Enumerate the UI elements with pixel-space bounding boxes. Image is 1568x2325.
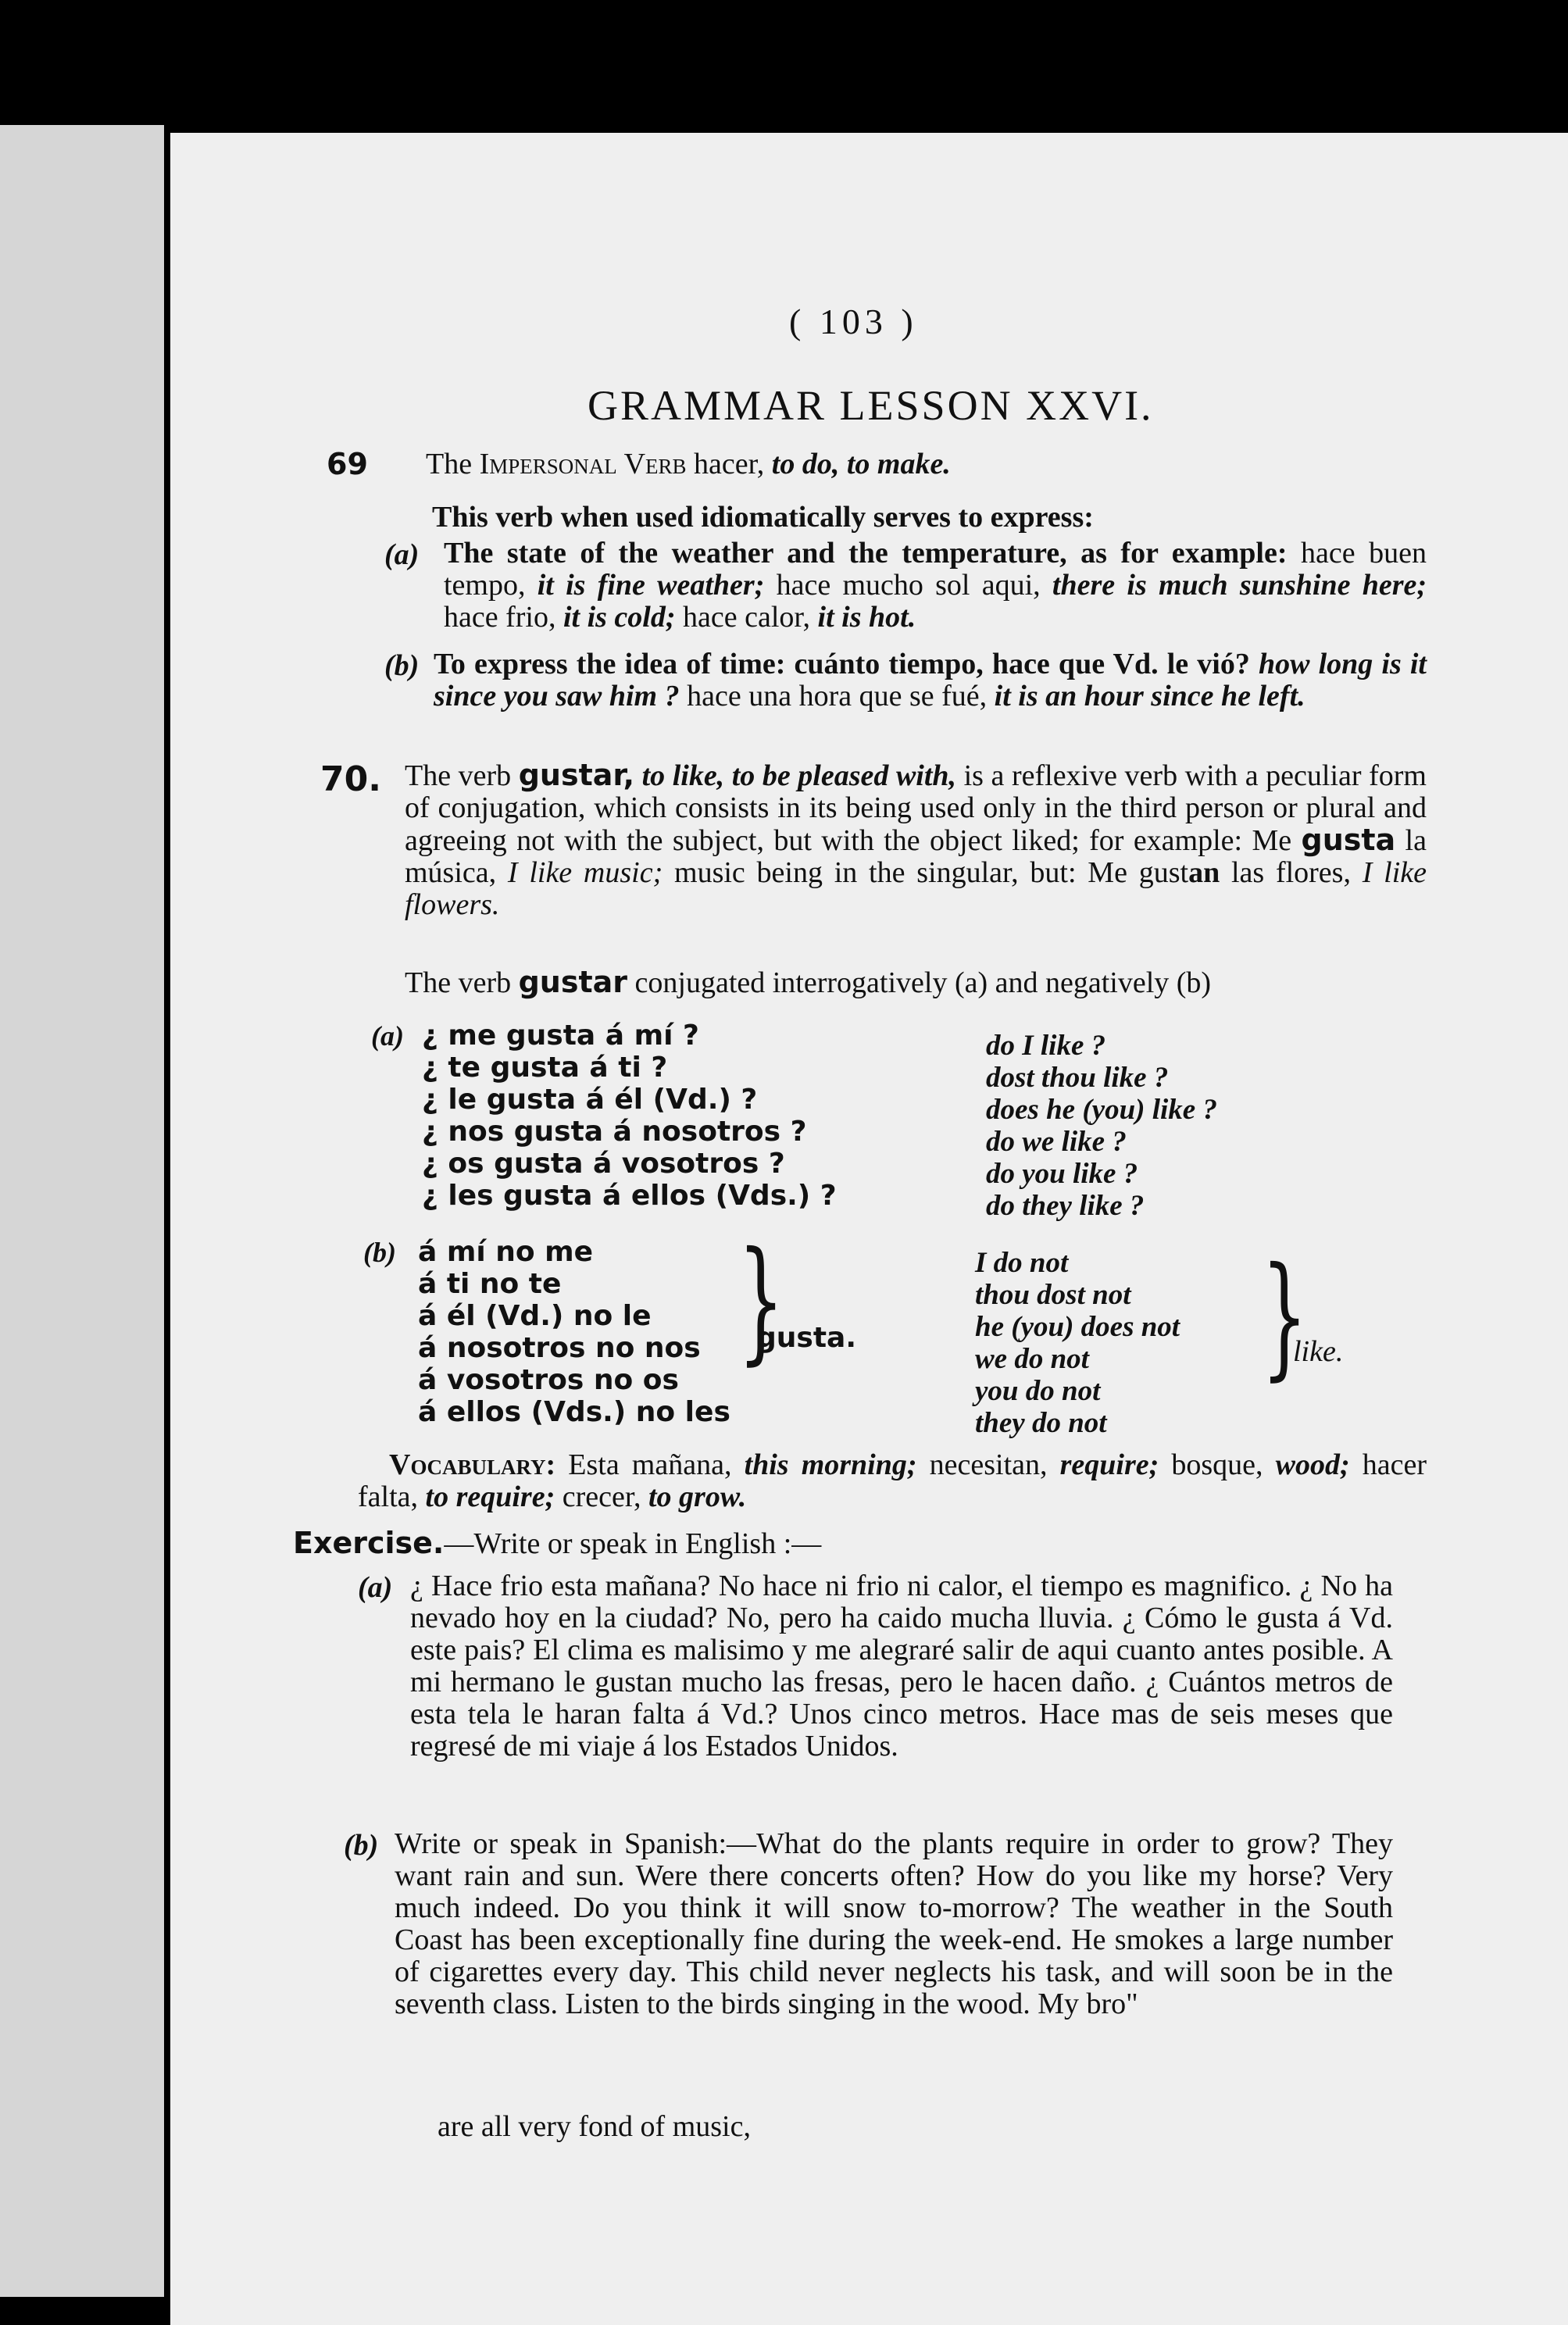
table-b-label: (b) (363, 1237, 396, 1268)
section-70-number: 70. (320, 759, 381, 799)
table-b-spanish (418, 1236, 730, 1428)
item-a-label: (a) (384, 538, 420, 571)
list-item: does he (you) like ? (986, 1094, 1217, 1126)
seg: I like flowers. (405, 856, 1427, 921)
list-item: ¿ os gusta á vosotros ? (422, 1148, 785, 1180)
table-a-label: (a) (371, 1020, 404, 1052)
list-item: do we like ? (986, 1126, 1127, 1158)
seg: bosque, (1171, 1448, 1276, 1481)
exercise-b-label: (b) (344, 1829, 379, 1862)
list-item: ¿ nos gusta á nosotros ? (422, 1116, 807, 1148)
item-b-label: (b) (384, 649, 420, 682)
list-item: do they like ? (986, 1190, 1145, 1222)
seg: The verb (405, 759, 519, 792)
intro-gloss: to do, to make. (771, 448, 951, 480)
lesson-title: GRAMMAR LESSON XXVI. (588, 382, 1154, 429)
left-brace-1: } (738, 1223, 784, 1378)
seg: it is an hour since he left. (994, 680, 1305, 712)
exercise-b-text: Write or speak in Spanish:—What do the plants require in order to grow? They want rain and sun. Were there concerts often? How do you like my horse? Very much indeed. Do you think it will snow to-morrow? The weather in the South Coast has been exceptionally fine during the week-end. He smokes a large number of cigarettes every day. This child never neglects his task, and will soon be in the seventh class. Listen to the birds singing in the wood. My bro" (395, 1827, 1393, 2020)
exercise-a-text: ¿ Hace frio esta mañana? No hace ni frio ni calor, el tiempo es magnifico. ¿ No ha nevado hoy en la ciudad? No, pero ha caido mucha lluvia. ¿ Cómo le gusta á Vd. este pais? El clima es malisimo y me alegraré salir de aqui cuanto antes posible. A mi hermano le gustan mucho las fresas, pero le hacen daño. ¿ Cuántos metros de esta tela le haran falta á Vd.? Unos cinco metros. Hace mas de seis meses que regresé de mi viaje á los Estados Unidos. (410, 1570, 1393, 1762)
seg: an (1188, 856, 1220, 889)
item-a-text (444, 538, 1427, 634)
exercise-rest: —Write or speak in English :— (444, 1527, 822, 1560)
item-b-line1: To express the idea of time: cuánto tiempo, hace que Vd. le vió? (434, 648, 1250, 680)
list-item: á él (Vd.) no le (418, 1300, 652, 1332)
list-item: you do not (975, 1375, 1101, 1407)
list-item: á vosotros no os (418, 1364, 679, 1396)
section-69-line2: This verb when used idiomatically serves to express: (432, 501, 1094, 534)
seg: hace una hora que se fué, (679, 680, 995, 712)
seg: The verb (405, 966, 519, 999)
exercise-a-label: (a) (358, 1571, 393, 1604)
seg: this morning; (744, 1448, 917, 1481)
exercise-heading (293, 1526, 821, 1561)
table-a-spanish (422, 1020, 837, 1212)
intro-term: Impersonal Verb (479, 448, 687, 480)
section-69-number: 69 (327, 447, 368, 481)
list-item: ¿ les gusta á ellos (Vds.) ? (422, 1180, 837, 1212)
seg: hace buen tempo, (444, 537, 1427, 602)
seg: la música, (405, 824, 1427, 889)
conjugation-intro (405, 965, 1211, 1000)
exercise-b-last-line: are all very fond of music, (438, 2110, 751, 2143)
section-70-text (405, 759, 1427, 921)
seg: gustar (518, 965, 628, 999)
seg: necesitan, (916, 1448, 1060, 1481)
facing-page-edge (0, 125, 164, 2297)
intro-text: The (426, 448, 480, 480)
seg: conjugated interrogatively (a) and negatively (b) (627, 966, 1212, 999)
table-b-verb: gusta. (756, 1322, 857, 1354)
intro-verb: hacer, (686, 448, 772, 480)
list-item: ¿ le gusta á él (Vd.) ? (422, 1084, 758, 1116)
list-item: ¿ te gusta á ti ? (422, 1052, 668, 1084)
list-item: he (you) does not (975, 1311, 1180, 1343)
seg: it is fine weather; (537, 569, 765, 602)
table-b-english (975, 1247, 1180, 1439)
seg: crecer, (555, 1480, 648, 1513)
list-item: they do not (975, 1407, 1107, 1439)
list-item: ¿ me gusta á mí ? (422, 1020, 699, 1052)
table-a-english (986, 1030, 1217, 1222)
exercise-head: Exercise. (293, 1526, 445, 1560)
seg: is a reflexive verb with a peculiar form of conjugation, which consists in its being used only in the third person or plural and agreeing not with the subject, but with the object liked; for example: Me (405, 759, 1427, 857)
vocab-label: Vocabulary: (389, 1448, 556, 1481)
seg: I like music; (507, 856, 663, 889)
seg: music being in the singular, but: Me gust (663, 856, 1189, 889)
seg: gustar, (518, 758, 635, 792)
list-item: á ellos (Vds.) no les (418, 1396, 730, 1428)
section-69-intro (426, 447, 951, 481)
seg: Esta mañana, (555, 1448, 745, 1481)
seg: to like, to be pleased with, (634, 759, 957, 792)
seg: las flores, (1220, 856, 1363, 889)
list-item: á nosotros no nos (418, 1332, 701, 1364)
list-item: do I like ? (986, 1030, 1106, 1062)
seg: gusta (1301, 823, 1396, 857)
table-b-like: like. (1293, 1335, 1344, 1368)
list-item: á mí no me (418, 1236, 594, 1268)
seg: it is hot. (817, 601, 916, 634)
seg: to grow. (648, 1480, 747, 1513)
seg: hacer falta, (358, 1448, 1427, 1513)
list-item: I do not (975, 1247, 1069, 1279)
seg: it is cold; (563, 601, 676, 634)
seg: how long is it since you saw him ? (434, 648, 1427, 712)
item-a-line1: The state of the weather and the temperature, as for example: (444, 537, 1288, 570)
seg: wood; (1275, 1448, 1350, 1481)
seg: there is much sunshine here; (1052, 569, 1427, 602)
page-number: ( 103 ) (789, 302, 918, 341)
right-brace: } (1261, 1239, 1308, 1394)
seg: hace mucho sol aqui, (764, 569, 1052, 602)
seg: to require; (425, 1480, 555, 1513)
seg: hace frio, (444, 601, 563, 634)
list-item: thou dost not (975, 1279, 1131, 1311)
item-b-text (434, 648, 1427, 712)
list-item: we do not (975, 1343, 1089, 1375)
list-item: dost thou like ? (986, 1062, 1169, 1094)
vocabulary (358, 1449, 1427, 1513)
seg: hace calor, (675, 601, 818, 634)
list-item: á ti no te (418, 1268, 562, 1300)
list-item: do you like ? (986, 1158, 1138, 1190)
seg: require; (1059, 1448, 1159, 1481)
